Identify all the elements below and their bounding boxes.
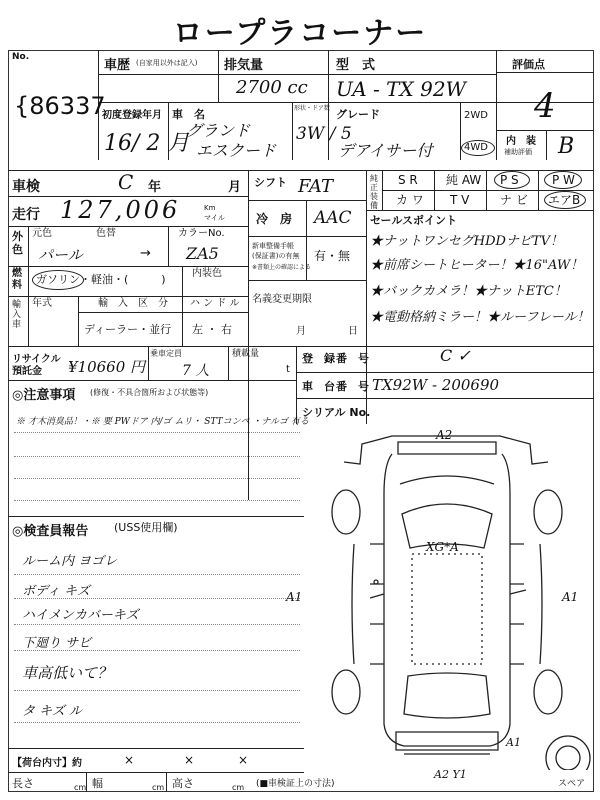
sales-line-2: ★前席シートヒーター！★16"AW！ — [370, 258, 584, 273]
mark-right: A1 — [562, 590, 579, 604]
dims-label: 【荷台内寸】約 — [12, 758, 82, 769]
capacity-value: 7 人 — [182, 363, 210, 379]
chassis-value: TX92W - 200690 — [372, 376, 500, 394]
interior-label: 内 装 — [506, 136, 536, 147]
load-label: 積載量 — [232, 349, 260, 359]
import-class-value: ディーラー・並行 — [84, 323, 172, 336]
cert-label: (■車検証上の寸法) — [256, 779, 335, 789]
history-note: (自家用以外は記入) — [136, 59, 198, 67]
car-name-line1: グランド — [186, 121, 251, 140]
no-label: No. — [12, 52, 30, 62]
mileage-unit-km: Km — [204, 204, 216, 212]
mark-front: A2 — [436, 428, 453, 442]
dims-x2: × — [184, 753, 195, 767]
inspection-year: 年 — [148, 180, 162, 195]
report-sub: (USS使用欄) — [114, 521, 178, 534]
inner-color-label: 内装色 — [192, 268, 222, 279]
grade-label: グレード — [336, 108, 380, 121]
grade-value: デアイサー付 — [338, 141, 433, 160]
ac-label: 冷 房 — [256, 212, 293, 226]
sales-points-label: セールスポイント — [370, 214, 458, 227]
car-diagram — [300, 424, 594, 770]
height-unit: cm — [232, 783, 245, 792]
report-line-6: タ キズ ル — [22, 704, 83, 719]
color-arrow: → — [140, 246, 151, 261]
shape-value: 3W / 5 — [296, 124, 352, 144]
length-label: 長さ — [12, 777, 34, 790]
equip-pw: P W — [552, 173, 575, 187]
drive-2wd: 2WD — [464, 110, 488, 121]
model-value: UA - TX 92W — [336, 77, 467, 101]
import-handle-label: ハ ン ド ル — [190, 298, 240, 309]
dims-x1: × — [124, 753, 135, 767]
car-name-label: 車 名 — [172, 108, 205, 121]
warranty-label2: (保証書)の有無 — [252, 252, 300, 260]
shape-label: 形状・ドア数 — [294, 105, 330, 112]
recycle-label: リサイクル — [12, 354, 61, 365]
windshield-mark: XG*A — [426, 540, 459, 554]
width-unit: cm — [152, 783, 165, 792]
equip-aw: 純 AW — [446, 173, 482, 187]
shift-value: FAT — [298, 176, 333, 197]
reg-no-label: 番 号 — [336, 352, 369, 365]
equip-sr: S R — [398, 173, 418, 187]
displacement-value: 2700 cc — [236, 77, 308, 98]
shift-label: シフト — [254, 176, 287, 189]
import-handle-value: 左 ・ 右 — [192, 323, 232, 336]
model-label: 型 式 — [336, 58, 376, 73]
stock-number: {86337 — [14, 92, 106, 120]
ac-value: AAC — [314, 208, 352, 228]
sales-line-3: ★バックカメラ！★ナットETC！ — [370, 284, 567, 299]
spare-label: スペア — [558, 779, 586, 789]
mark-rear-bumper: A1 — [506, 736, 521, 749]
equip-airbag-circle — [544, 191, 586, 209]
warranty-value: 有・無 — [314, 249, 351, 263]
color-original-label: 元色 — [32, 228, 52, 239]
recycle-label2: 預託金 — [12, 366, 42, 377]
displacement-label: 排気量 — [224, 58, 264, 73]
name-change-label: 名義変更期限 — [252, 294, 312, 305]
mileage-label: 走行 — [12, 207, 40, 223]
notes-sub: (修復・不具合箇所および状態等) — [90, 388, 209, 397]
sales-line-1: ★ナットワンセグHDDナビTV！ — [370, 234, 563, 249]
color-outer-label: 外色 — [12, 230, 23, 256]
inspection-value: C — [118, 170, 134, 194]
mileage-unit-mile: マイル — [204, 214, 225, 222]
fuel-value: ガソリン・軽油・( ) — [36, 273, 166, 286]
mark-left: A1 — [286, 590, 303, 604]
color-swap-label: 色替 — [96, 228, 116, 239]
load-unit: t — [286, 364, 290, 375]
interior-value: B — [558, 134, 575, 159]
score-label: 評価点 — [512, 58, 545, 71]
chassis-label: 車 台 — [302, 380, 335, 393]
notes-label: ◎注意事項 — [12, 388, 76, 403]
capacity-label: 乗車定員 — [150, 349, 182, 358]
color-outer-value: パール — [38, 246, 83, 264]
equip-tv: T V — [450, 193, 470, 207]
inspection-month: 月 — [228, 180, 242, 195]
equip-airbag: エアB — [548, 193, 581, 207]
import-label: 輸入車 — [12, 300, 22, 330]
equip-pw-circle — [544, 171, 582, 189]
reg-value: C ✓ — [440, 346, 471, 365]
report-line-5: 車高低いて？ — [22, 664, 113, 682]
history-label: 車歴 — [104, 58, 131, 73]
name-change-month: 月 — [296, 326, 306, 337]
color-no-value: ZA5 — [186, 244, 219, 263]
car-name-line2: エスクード — [196, 141, 277, 160]
equip-kawa: カ ワ — [396, 193, 424, 207]
report-line-2: ボディ キズ — [22, 584, 90, 599]
drive-4wd: 4WD — [464, 142, 488, 153]
report-label: ◎検査員報告 — [12, 524, 89, 539]
name-change-day: 日 — [348, 326, 358, 337]
equipment-label: 純正装備 — [370, 174, 378, 210]
serial-label: シリアル No. — [302, 406, 371, 419]
report-line-4: 下廻り サビ — [22, 636, 92, 651]
equip-ps-circle — [494, 171, 530, 189]
recycle-value: ¥10660 円 — [68, 358, 146, 376]
score-value: 4 — [534, 86, 556, 126]
notes-line-1: ※ 才木消臭品！・※ 要 PWドア 内/ゴ ムリ・ STTコンペ ・ナルゴ 有る — [16, 417, 309, 427]
length-unit: cm — [74, 783, 87, 792]
sales-line-4: ★電動格納ミラー！★ルーフレール！ — [370, 310, 590, 325]
report-line-1: ルーム内 ヨゴレ — [22, 554, 118, 569]
equip-navi: ナ ビ — [500, 193, 528, 207]
first-reg-value: 16/ 2 月 — [104, 131, 190, 156]
inspection-label: 車検 — [12, 179, 40, 195]
import-class-label: 輸 入 区 分 — [98, 298, 168, 309]
dims-x3: × — [238, 753, 249, 767]
fuel-label: 燃料 — [12, 268, 22, 291]
width-label: 幅 — [92, 777, 103, 790]
first-reg-label: 初度登録年月 — [102, 110, 162, 121]
warranty-note: ※書類上の確認による — [252, 264, 312, 271]
interior-sub: 補助評価 — [504, 148, 532, 156]
mark-rear: A2 Y1 — [434, 768, 467, 781]
chassis-no-label: 番 号 — [336, 380, 369, 393]
report-line-3: ハイメンカバーキズ — [22, 608, 139, 623]
import-year-label: 年式 — [32, 298, 52, 309]
mileage-value: 127,006 — [60, 196, 181, 224]
page-title: ロープラコーナー — [172, 16, 428, 51]
warranty-label: 新車整備手帳 — [252, 242, 294, 250]
equip-ps: P S — [500, 173, 519, 187]
height-label: 高さ — [172, 777, 194, 790]
color-no-label: カラーNo. — [178, 228, 225, 239]
reg-label: 登 録 — [302, 352, 335, 365]
fuel-circle — [32, 270, 84, 290]
